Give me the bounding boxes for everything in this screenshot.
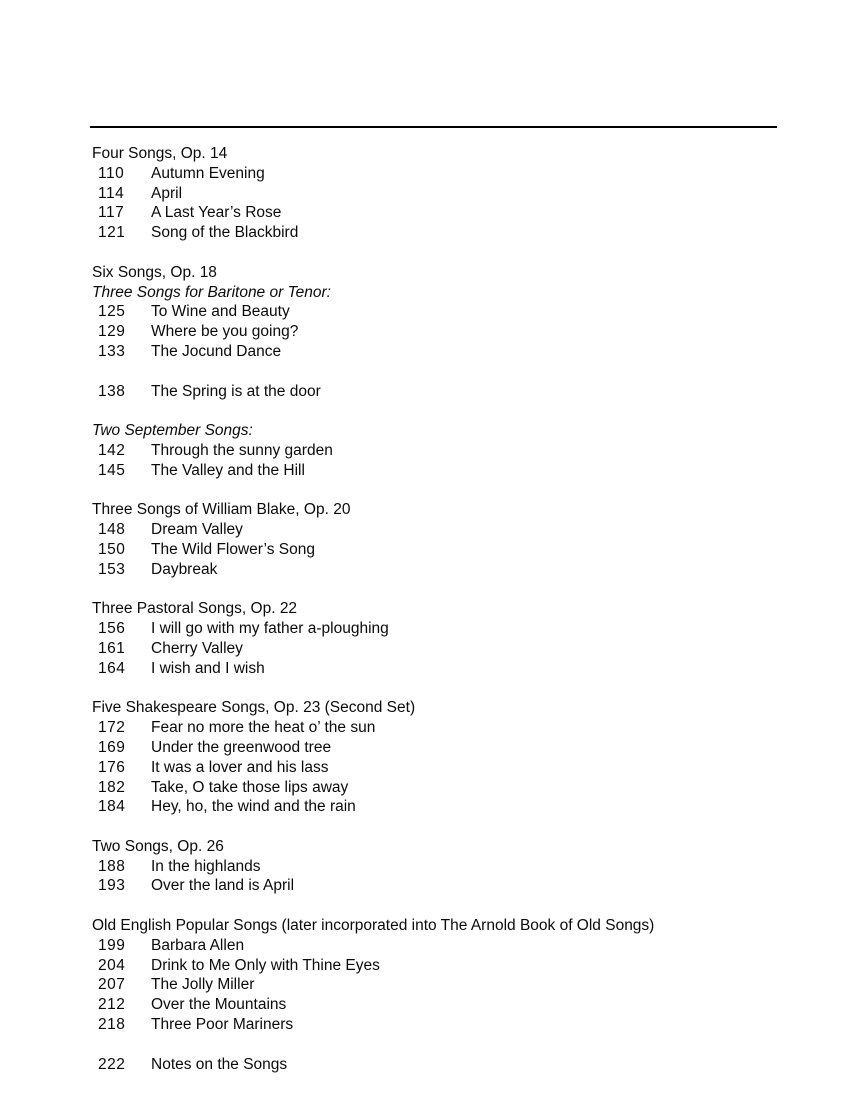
entry-page-number: 133	[98, 342, 126, 360]
toc-entry-row	[92, 639, 812, 659]
entry-page-number: 161	[98, 639, 126, 657]
entry-song-title: Dream Valley	[151, 521, 243, 539]
entry-page-number: 138	[98, 382, 126, 400]
section-subheading: Three Songs for Baritone or Tenor:	[92, 283, 331, 301]
entry-song-title: In the highlands	[151, 857, 261, 875]
toc-section	[92, 837, 812, 896]
toc-entry-row	[92, 184, 812, 204]
toc-section	[92, 421, 812, 480]
entry-page-number: 188	[98, 857, 126, 875]
entry-song-title: The Jocund Dance	[151, 342, 282, 360]
section-subheading: Two September Songs:	[92, 422, 253, 440]
entry-page-number: 129	[98, 323, 126, 341]
toc-entry-row	[92, 738, 812, 758]
toc-entry-row	[92, 1055, 812, 1075]
entry-page-number: 110	[98, 164, 125, 182]
toc-entry-row	[92, 797, 812, 817]
toc-section	[92, 500, 812, 579]
toc-entry-row	[92, 540, 812, 560]
entry-song-title: Song of the Blackbird	[151, 224, 299, 242]
toc-entry-row	[92, 164, 812, 184]
toc-section	[92, 144, 812, 243]
entry-page-number: 204	[98, 956, 126, 974]
section-heading: Three Songs of William Blake, Op. 20	[92, 501, 351, 519]
entry-song-title: The Spring is at the door	[151, 382, 321, 400]
entry-song-title: Hey, ho, the wind and the rain	[151, 798, 356, 816]
toc-entry-row	[92, 441, 812, 461]
section-heading: Six Songs, Op. 18	[92, 263, 217, 281]
entry-page-number: 153	[98, 560, 126, 578]
toc-section	[92, 698, 812, 817]
entry-page-number: 156	[98, 620, 126, 638]
entry-page-number: 164	[98, 659, 126, 677]
toc-entry-row	[92, 619, 812, 639]
section-heading: Two Songs, Op. 26	[92, 837, 224, 855]
toc-section	[92, 382, 812, 402]
entry-song-title: Cherry Valley	[151, 639, 243, 657]
toc-entry-row	[92, 995, 812, 1015]
entry-song-title: The Jolly Miller	[151, 976, 255, 994]
toc-entry-row	[92, 342, 812, 362]
entry-page-number: 207	[98, 976, 126, 994]
entry-page-number: 145	[98, 461, 126, 479]
section-heading: Four Songs, Op. 14	[92, 145, 228, 162]
entry-song-title: Barbara Allen	[151, 936, 245, 954]
entry-song-title: Three Poor Mariners	[151, 1016, 294, 1034]
toc-section	[92, 599, 812, 678]
toc	[92, 144, 812, 1094]
entry-page-number: 148	[98, 521, 126, 539]
section-heading: Five Shakespeare Songs, Op. 23 (Second Set)	[92, 699, 416, 717]
entry-song-title: Daybreak	[151, 560, 218, 578]
toc-entry-row	[92, 778, 812, 798]
entry-page-number: 176	[98, 758, 126, 776]
entry-song-title: The Wild Flower’s Song	[151, 540, 315, 558]
toc-entry-row	[92, 382, 812, 402]
toc-entry-row	[92, 461, 812, 481]
toc-entry-row	[92, 223, 812, 243]
entry-page-number: 218	[98, 1016, 126, 1034]
entry-page-number: 212	[98, 996, 126, 1014]
toc-entry-row	[92, 936, 812, 956]
entry-song-title: Through the sunny garden	[151, 441, 333, 459]
entry-song-title: I will go with my father a-ploughing	[151, 620, 389, 638]
entry-song-title: The Valley and the Hill	[151, 461, 305, 479]
toc-entry-row	[92, 560, 812, 580]
entry-page-number: 142	[98, 441, 126, 459]
entry-page-number: 121	[98, 224, 126, 242]
entry-song-title: To Wine and Beauty	[151, 303, 290, 321]
entry-page-number: 114	[98, 184, 125, 202]
toc-entry-row	[92, 718, 812, 738]
entry-song-title: Notes on the Songs	[151, 1055, 288, 1073]
entry-song-title: Over the Mountains	[151, 996, 287, 1014]
entry-song-title: Under the greenwood tree	[151, 738, 332, 756]
toc-section	[92, 1055, 812, 1075]
toc-entry-row	[92, 876, 812, 896]
section-heading: Three Pastoral Songs, Op. 22	[92, 600, 298, 618]
top-rule	[90, 126, 777, 128]
entry-page-number: 117	[98, 204, 125, 222]
entry-page-number: 182	[98, 778, 126, 796]
entry-song-title: A Last Year’s Rose	[151, 204, 282, 222]
toc-entry-row	[92, 1015, 812, 1035]
entry-song-title: Fear no more the heat o’ the sun	[151, 719, 376, 737]
toc-entry-row	[92, 975, 812, 995]
entry-song-title: Drink to Me Only with Thine Eyes	[151, 956, 380, 974]
entry-song-title: I wish and I wish	[151, 659, 265, 677]
entry-song-title: Over the land is April	[151, 877, 295, 895]
toc-entry-row	[92, 322, 812, 342]
entry-page-number: 169	[98, 738, 126, 756]
entry-song-title: Take, O take those lips away	[151, 778, 349, 796]
entry-song-title: Where be you going?	[151, 323, 299, 341]
section-heading: Old English Popular Songs (later incorporated into The Arnold Book of Old Songs)	[92, 917, 655, 935]
toc-entry-row	[92, 758, 812, 778]
toc-entry-row	[92, 659, 812, 679]
entry-page-number: 199	[98, 936, 126, 954]
entry-page-number: 150	[98, 540, 126, 558]
toc-entry-row	[92, 520, 812, 540]
entry-song-title: Autumn Evening	[151, 164, 265, 182]
entry-song-title: It was a lover and his lass	[151, 758, 329, 776]
entry-page-number: 222	[98, 1055, 126, 1073]
toc-section	[92, 916, 812, 1035]
toc-entry-row	[92, 857, 812, 877]
entry-page-number: 125	[98, 303, 126, 321]
toc-section	[92, 263, 812, 362]
entry-song-title: April	[151, 184, 183, 202]
entry-page-number: 172	[98, 719, 126, 737]
toc-entry-row	[92, 302, 812, 322]
toc-entry-row	[92, 203, 812, 223]
entry-page-number: 193	[98, 877, 126, 895]
toc-entry-row	[92, 956, 812, 976]
entry-page-number: 184	[98, 798, 126, 816]
